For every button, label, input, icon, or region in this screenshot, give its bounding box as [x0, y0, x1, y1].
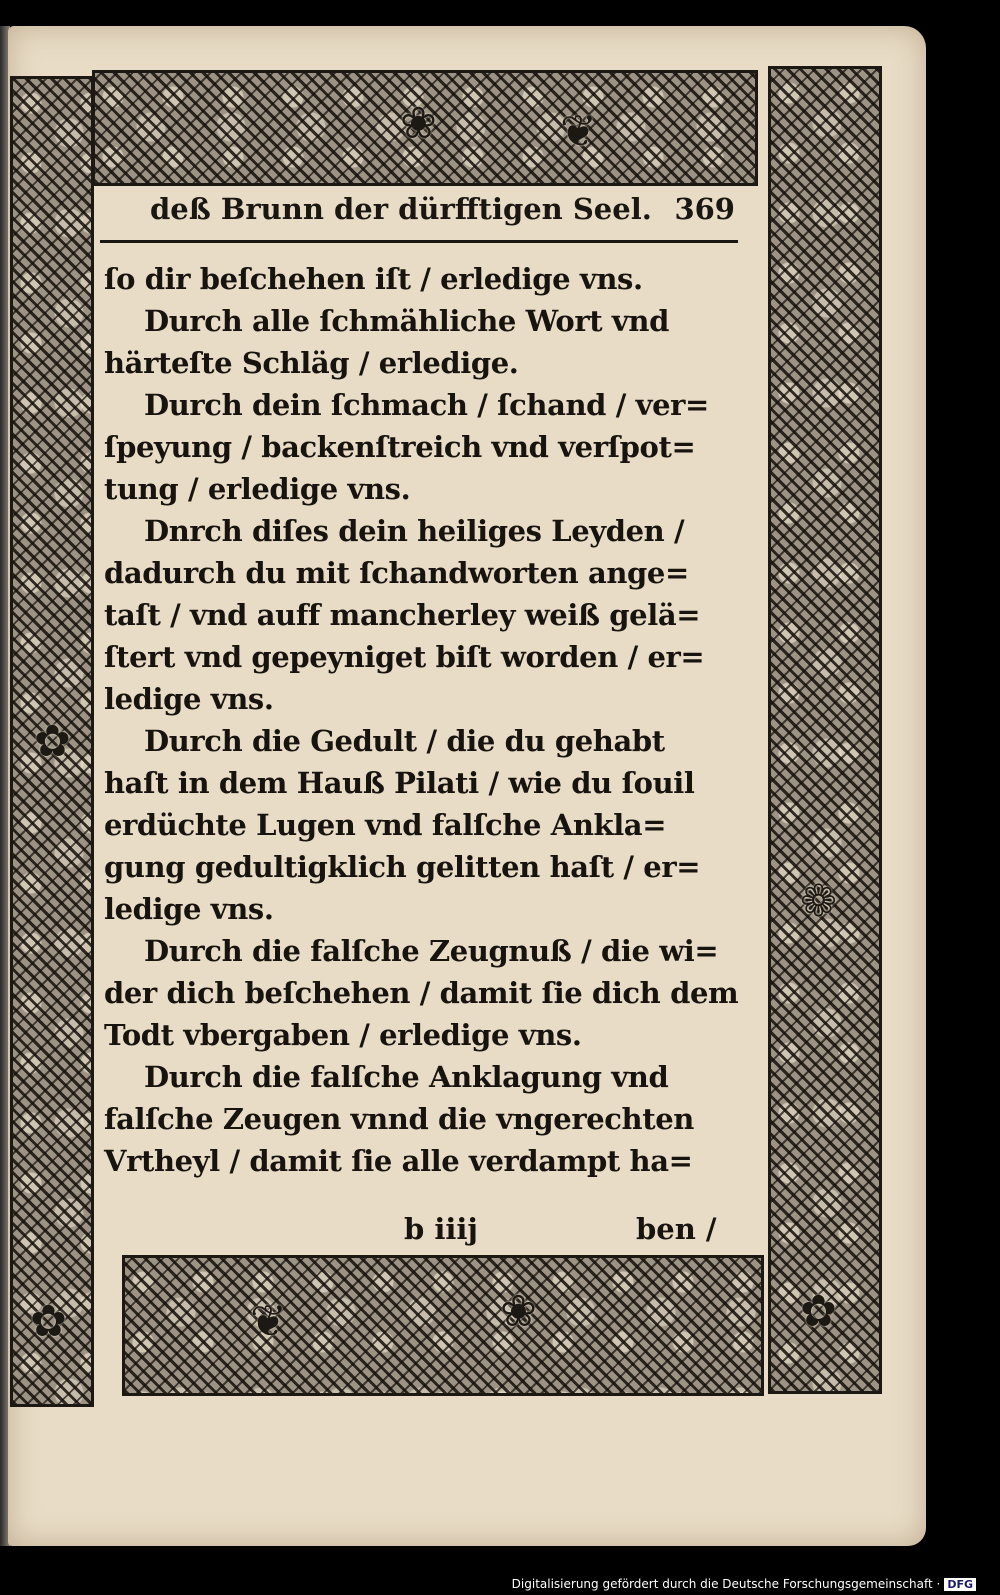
text-line: der dich beſchehen / damit ſie dich dem	[104, 976, 739, 1010]
text-line: taſt / vnd auff mancherley weiß gelä=	[104, 598, 701, 632]
text-line: haſt in dem Hauß Pilati / wie du ſouil	[104, 766, 695, 800]
header-rule	[100, 240, 738, 243]
text-line: Vrtheyl / damit ſie alle verdampt ha=	[104, 1144, 693, 1178]
scroll-ornament-icon: ❦	[250, 1296, 287, 1347]
catchword: ben /	[636, 1212, 717, 1246]
text-line: erdüchte Lugen vnd falſche Ankla=	[104, 808, 667, 842]
page-number: 369	[674, 192, 735, 226]
text-line: ledige vns.	[104, 682, 274, 716]
woodcut-border-bottom	[122, 1255, 764, 1396]
text-line: ledige vns.	[104, 892, 274, 926]
text-line: härteſte Schläg / erledige.	[104, 346, 519, 380]
text-line: tung / erledige vns.	[104, 472, 411, 506]
dfg-logo: DFG	[944, 1578, 976, 1591]
text-line: gung gedultigklich gelitten haſt / er=	[104, 850, 701, 884]
rosette-ornament-icon: ✿	[30, 1296, 67, 1347]
signature-mark: b iiij	[404, 1212, 478, 1246]
text-line: Durch dein ſchmach / ſchand / ver=	[144, 388, 709, 422]
body-text	[104, 258, 764, 1182]
text-line: dadurch du mit ſchandworten ange=	[104, 556, 689, 590]
running-title: deß Brunn der dürfftigen Seel.	[150, 192, 652, 226]
fruit-ornament-icon: ❀	[500, 1286, 537, 1337]
text-line: Durch die falſche Zeugnuß / die wi=	[144, 934, 719, 968]
rosette-ornament-icon: ✿	[800, 1286, 837, 1337]
rosette-ornament-icon: ✿	[34, 716, 71, 767]
text-line: Dnrch diſes dein heiliges Leyden /	[144, 514, 685, 548]
text-line: Todt vbergaben / erledige vns.	[104, 1018, 582, 1052]
running-header	[150, 192, 735, 238]
credit-text: Digitalisierung gefördert durch die Deutsche Forschungsgemeinschaft ·	[511, 1577, 941, 1591]
text-line: Durch alle ſchmähliche Wort vnd	[144, 304, 669, 338]
text-line: Durch die falſche Anklagung vnd	[144, 1060, 669, 1094]
text-line: ſo dir beſchehen iſt / erledige vns.	[104, 262, 643, 296]
text-line: Durch die Gedult / die du gehabt	[144, 724, 665, 758]
leaf-ornament-icon: ❦	[560, 106, 597, 157]
rosette-ornament-icon: ❁	[800, 876, 837, 927]
text-line: ſtert vnd gepeyniget biſt worden / er=	[104, 640, 705, 674]
text-line: ſpeyung / backenſtreich vnd verſpot=	[104, 430, 696, 464]
woodcut-border-right	[768, 66, 882, 1394]
text-line: falſche Zeugen vnnd die vngerechten	[104, 1102, 694, 1136]
flower-ornament-icon: ❀	[400, 98, 437, 149]
digitization-credit	[512, 1577, 976, 1591]
